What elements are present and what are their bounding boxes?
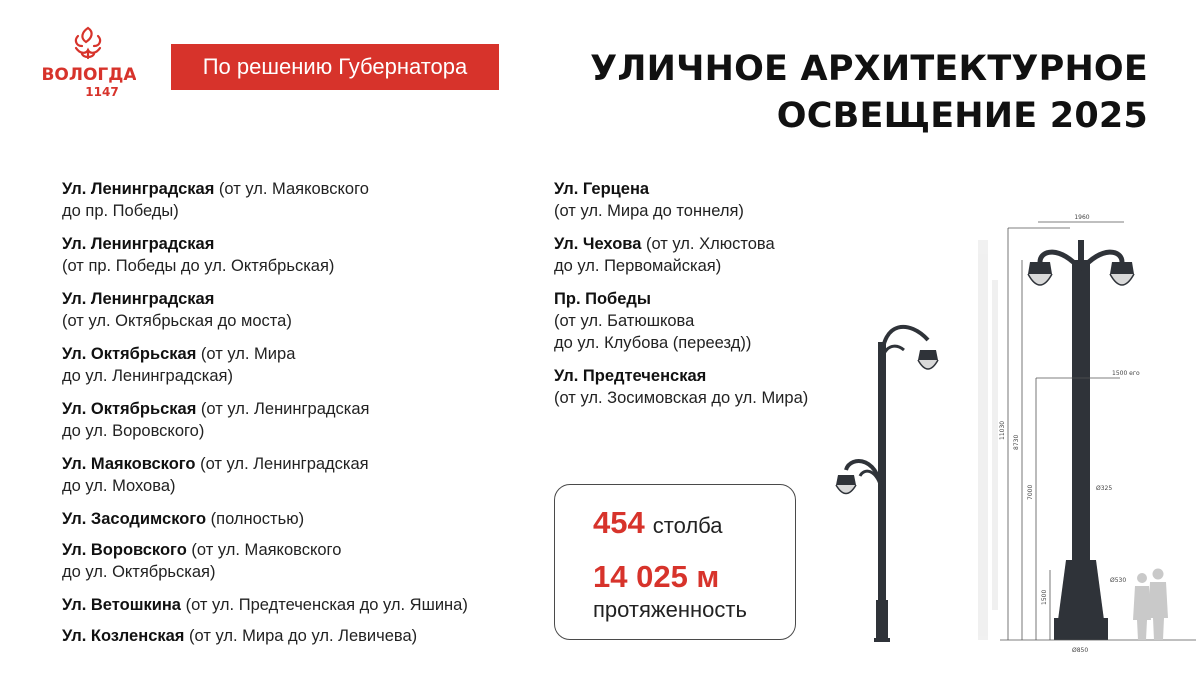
street-item (62, 178, 542, 222)
street-item (62, 539, 542, 583)
street-item (62, 398, 542, 442)
dim-8730: 8730 (1013, 434, 1020, 450)
logo-year-text: 1147 (85, 85, 119, 99)
dim-1960: 1960 (1074, 214, 1090, 221)
street-name: Ул. Октябрьская (62, 345, 197, 363)
street-item (62, 233, 542, 277)
street-range: (от ул. Октябрьская до моста) (62, 312, 292, 330)
ornament-bar (978, 240, 988, 640)
poles-unit: столба (652, 513, 723, 538)
dim-d530: Ø530 (1110, 577, 1127, 584)
dim-1500-bottom: 1500 (1041, 589, 1048, 605)
street-item (62, 594, 542, 616)
street-range: до ул. Ленинградская) (62, 367, 233, 385)
poles-count: 454 (593, 505, 645, 540)
street-list-left (62, 178, 542, 656)
street-range: (от ул. Хлюстова (641, 235, 775, 253)
vologda-logo (42, 24, 136, 104)
street-name: Ул. Воровского (62, 541, 187, 559)
street-name: Ул. Ленинградская (62, 235, 215, 253)
street-name: Ул. Октябрьская (62, 400, 197, 418)
dim-d850: Ø850 (1072, 647, 1089, 654)
poles-stat (593, 505, 722, 541)
small-lamp-post (836, 327, 938, 642)
ornament-bar (992, 280, 998, 610)
street-range: (от ул. Ленинградская (196, 400, 370, 418)
dim-11030: 11030 (999, 420, 1006, 440)
length-value: 14 025 м (593, 559, 720, 594)
street-range: (от ул. Мира (196, 345, 296, 363)
street-name: Ул. Маяковского (62, 455, 196, 473)
length-label: протяженность (593, 597, 747, 622)
dim-7000: 7000 (1027, 484, 1034, 500)
street-range: (от ул. Предтеченская до ул. Яшина) (181, 596, 468, 614)
human-silhouettes (1133, 569, 1168, 641)
street-range: (от ул. Мира до тоннеля) (554, 202, 744, 220)
street-item (62, 625, 542, 647)
street-name: Ул. Чехова (554, 235, 642, 253)
badge-label: По решению Губернатора (202, 54, 468, 79)
street-name: Ул. Ветошкина (62, 596, 181, 614)
page-title (590, 46, 1148, 140)
dim-1500-top: 1500 его (1112, 370, 1140, 377)
street-item (62, 343, 542, 387)
logo-city-text: ВОЛОГДА (42, 65, 136, 85)
street-name: Ул. Ленинградская (62, 290, 215, 308)
logo-emblem-icon (42, 24, 136, 104)
length-stat (593, 559, 719, 595)
governor-decision-badge (171, 44, 499, 90)
title-line-2: ОСВЕЩЕНИЕ 2025 (776, 96, 1148, 136)
street-item (62, 288, 542, 332)
dim-d325: Ø325 (1096, 485, 1113, 492)
street-range: (от ул. Маяковского (186, 541, 342, 559)
lamp-post-drawings (820, 200, 1200, 675)
street-name: Пр. Победы (554, 290, 651, 308)
title-line-1: УЛИЧНОЕ АРХИТЕКТУРНОЕ (590, 49, 1148, 89)
street-range: (от ул. Ленинградская (195, 455, 369, 473)
street-range: (от ул. Зосимовская до ул. Мира) (554, 389, 809, 407)
street-range: до ул. Воровского) (62, 422, 205, 440)
street-name: Ул. Герцена (554, 180, 650, 198)
street-range: до пр. Победы) (62, 202, 179, 220)
street-name: Ул. Ленинградская (62, 180, 215, 198)
street-range: до ул. Первомайская) (554, 257, 722, 275)
street-range: (от пр. Победы до ул. Октябрьская) (62, 257, 335, 275)
street-name: Ул. Засодимского (62, 510, 207, 528)
street-range: (от ул. Мира до ул. Левичева) (184, 627, 418, 645)
street-range: до ул. Октябрьская) (62, 563, 216, 581)
street-item (62, 508, 542, 530)
street-range: (от ул. Батюшкова (554, 312, 695, 330)
street-range: до ул. Клубова (переезд)) (554, 334, 752, 352)
street-range: (полностью) (206, 510, 305, 528)
street-range: до ул. Мохова) (62, 477, 176, 495)
street-item (62, 453, 542, 497)
lamp-post-illustration (820, 200, 1200, 675)
street-range: (от ул. Маяковского (214, 180, 369, 198)
street-name: Ул. Козленская (62, 627, 185, 645)
street-name: Ул. Предтеченская (554, 367, 707, 385)
stats-box (554, 484, 796, 640)
